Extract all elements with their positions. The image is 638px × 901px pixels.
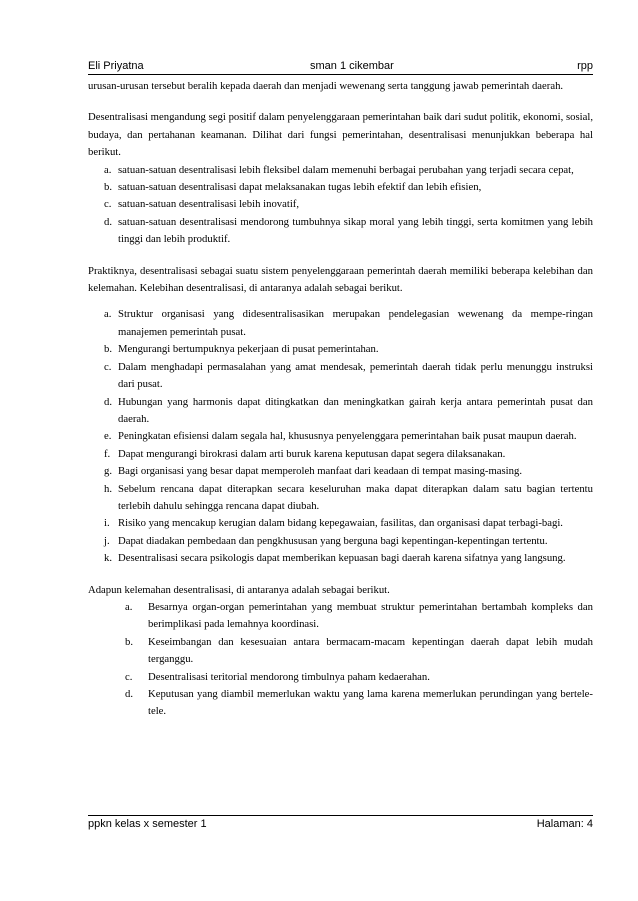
list-item-text: Sebelum rencana dapat diterapkan secara keseluruhan maka dapat diterapkan dalam satu bagian tertentu terlebih dahulu sehingga rencana dapat diubah.	[118, 482, 593, 512]
list-marker: e.	[104, 430, 112, 443]
list-item-text: Desentralisasi teritorial mendorong timbulnya paham kedaerahan.	[148, 670, 430, 683]
list-marker: d.	[125, 688, 134, 700]
list-item-text: Peningkatan efisiensi dalam segala hal, khususnya penyelenggara pemerintahan baik pusat maupun daerah.	[118, 430, 577, 443]
list-marker: a.	[104, 308, 112, 321]
list-item	[88, 599, 593, 634]
list-marker: c.	[125, 670, 133, 683]
list-marker: a.	[125, 600, 133, 613]
list-marker: d.	[104, 395, 113, 408]
list-marker: f.	[104, 447, 111, 460]
footer-rule	[88, 815, 593, 816]
header-rule	[88, 74, 593, 75]
list-item-text: satuan-satuan desentralisasi lebih inovatif,	[118, 198, 300, 211]
list-item-text: Keputusan yang diambil memerlukan waktu yang lama karena memerlukan perundingan yang bertele-tele.	[148, 688, 593, 718]
paragraph-weaknesses: Adapun kelemahan desentralisasi, di antaranya adalah sebagai berikut.	[88, 583, 390, 596]
list-item	[88, 162, 593, 179]
list-item	[88, 634, 593, 669]
paragraph-practice: Praktiknya, desentralisasi sebagai suatu sistem penyelenggaraan pemerintah daerah memiliki beberapa kelebihan dan kelemahan. Kelebihan desentralisasi, di antaranya adalah sebagai berikut.	[88, 264, 593, 295]
list-item-text: Besarnya organ-organ pemerintahan yang membuat struktur pemerintahan bertambah kompleks dan berimplikasi pada lemahnya koordinasi.	[148, 600, 593, 631]
list-item	[88, 669, 593, 686]
header-school: sman 1 cikembar	[310, 60, 394, 72]
list-item	[88, 394, 593, 429]
list-marker: h.	[104, 482, 113, 495]
list-marker: j.	[104, 534, 110, 547]
list-marker: b.	[125, 635, 134, 648]
paragraph-intro: urusan-urusan tersebut beralih kepada daerah dan menjadi wewenang serta tanggung jawab pemerintah daerah.	[88, 80, 564, 92]
list-item-text: Bagi organisasi yang besar dapat memperoleh manfaat dari keadaan di tempat masing-masing.	[118, 465, 523, 478]
list-item	[88, 428, 593, 445]
list-item-text: Dapat diadakan pembedaan dan pengkhususan yang berguna bagi kepentingan-kepentingan tertentu.	[118, 534, 548, 547]
list-marker: k.	[104, 552, 113, 565]
list-item-text: Dapat mengurangi birokrasi dalam arti buruk karena keputusan dapat segera dilaksanakan.	[118, 447, 506, 460]
list-item	[88, 306, 593, 341]
header-author: Eli Priyatna	[88, 60, 144, 72]
list-item-text: Desentralisasi secara psikologis dapat memberikan kepuasan bagi daerah karena sifatnya yang langsung.	[118, 552, 566, 565]
footer-page-number: Halaman: 4	[536, 818, 593, 830]
list-item-text: Hubungan yang harmonis dapat ditingkatkan dan meningkatkan gairah kerja antara pemerintah pusat dan daerah.	[118, 395, 593, 425]
list-item-text: satuan-satuan desentralisasi mendorong tumbuhnya sikap moral yang lebih tinggi, serta komitmen yang lebih tinggi dan lebih produktif.	[118, 215, 593, 246]
list-item	[88, 686, 593, 721]
page-footer	[88, 815, 593, 831]
list-marker: a.	[104, 163, 112, 176]
list-item-text: Keseimbangan dan kesesuaian antara bermacam-macam kepentingan daerah dapat lebih mudah terganggu.	[148, 635, 593, 666]
list-item	[88, 341, 593, 358]
list-marker: b.	[104, 181, 113, 194]
header-doc-type: rpp	[577, 60, 593, 72]
document-body	[88, 78, 593, 721]
list-marker: c.	[104, 198, 112, 211]
list-item-text: Risiko yang mencakup kerugian dalam bidang kepegawaian, fasilitas, dan organisasi dapat terbagi-bagi.	[118, 517, 563, 530]
list-item	[88, 533, 593, 550]
list-item	[88, 515, 593, 532]
list-functions	[88, 162, 593, 249]
list-item-text: Struktur organisasi yang didesentralisasikan merupakan pendelegasian wewenang da mempe-ringan manajemen pemerintah pusat.	[118, 308, 593, 338]
list-weaknesses	[88, 599, 593, 721]
list-item	[88, 359, 593, 394]
footer-course: ppkn kelas x semester 1	[88, 818, 207, 830]
list-item	[88, 196, 593, 213]
list-marker: i.	[104, 517, 110, 530]
list-marker: g.	[104, 465, 113, 478]
list-item	[88, 214, 593, 249]
list-item-text: Dalam menghadapi permasalahan yang amat mendesak, pemerintah daerah tidak perlu menunggu instruksi dari pusat.	[118, 360, 593, 391]
list-item	[88, 481, 593, 516]
list-item-text: Mengurangi bertumpuknya pekerjaan di pusat pemerintahan.	[118, 343, 379, 356]
paragraph-positive-aspects: Desentralisasi mengandung segi positif dalam penyelenggaraan pemerintahan baik dari sudut politik, ekonomi, sosial, budaya, dan pertahanan keamanan. Dilihat dari fungsi pemerintahan, desentralisasi menunjukkan beberapa hal berikut.	[88, 111, 593, 159]
list-item	[88, 550, 593, 567]
list-item	[88, 446, 593, 463]
list-item	[88, 463, 593, 480]
page-header	[88, 60, 593, 74]
list-advantages	[88, 306, 593, 567]
list-item-text: satuan-satuan desentralisasi dapat melaksanakan tugas lebih efektif dan lebih efisien,	[118, 181, 482, 194]
list-marker: c.	[104, 360, 112, 373]
list-item	[88, 179, 593, 196]
list-marker: b.	[104, 343, 113, 356]
list-marker: d.	[104, 215, 113, 228]
list-item-text: satuan-satuan desentralisasi lebih fleksibel dalam memenuhi berbagai perubahan yang terjadi secara cepat,	[118, 163, 574, 176]
